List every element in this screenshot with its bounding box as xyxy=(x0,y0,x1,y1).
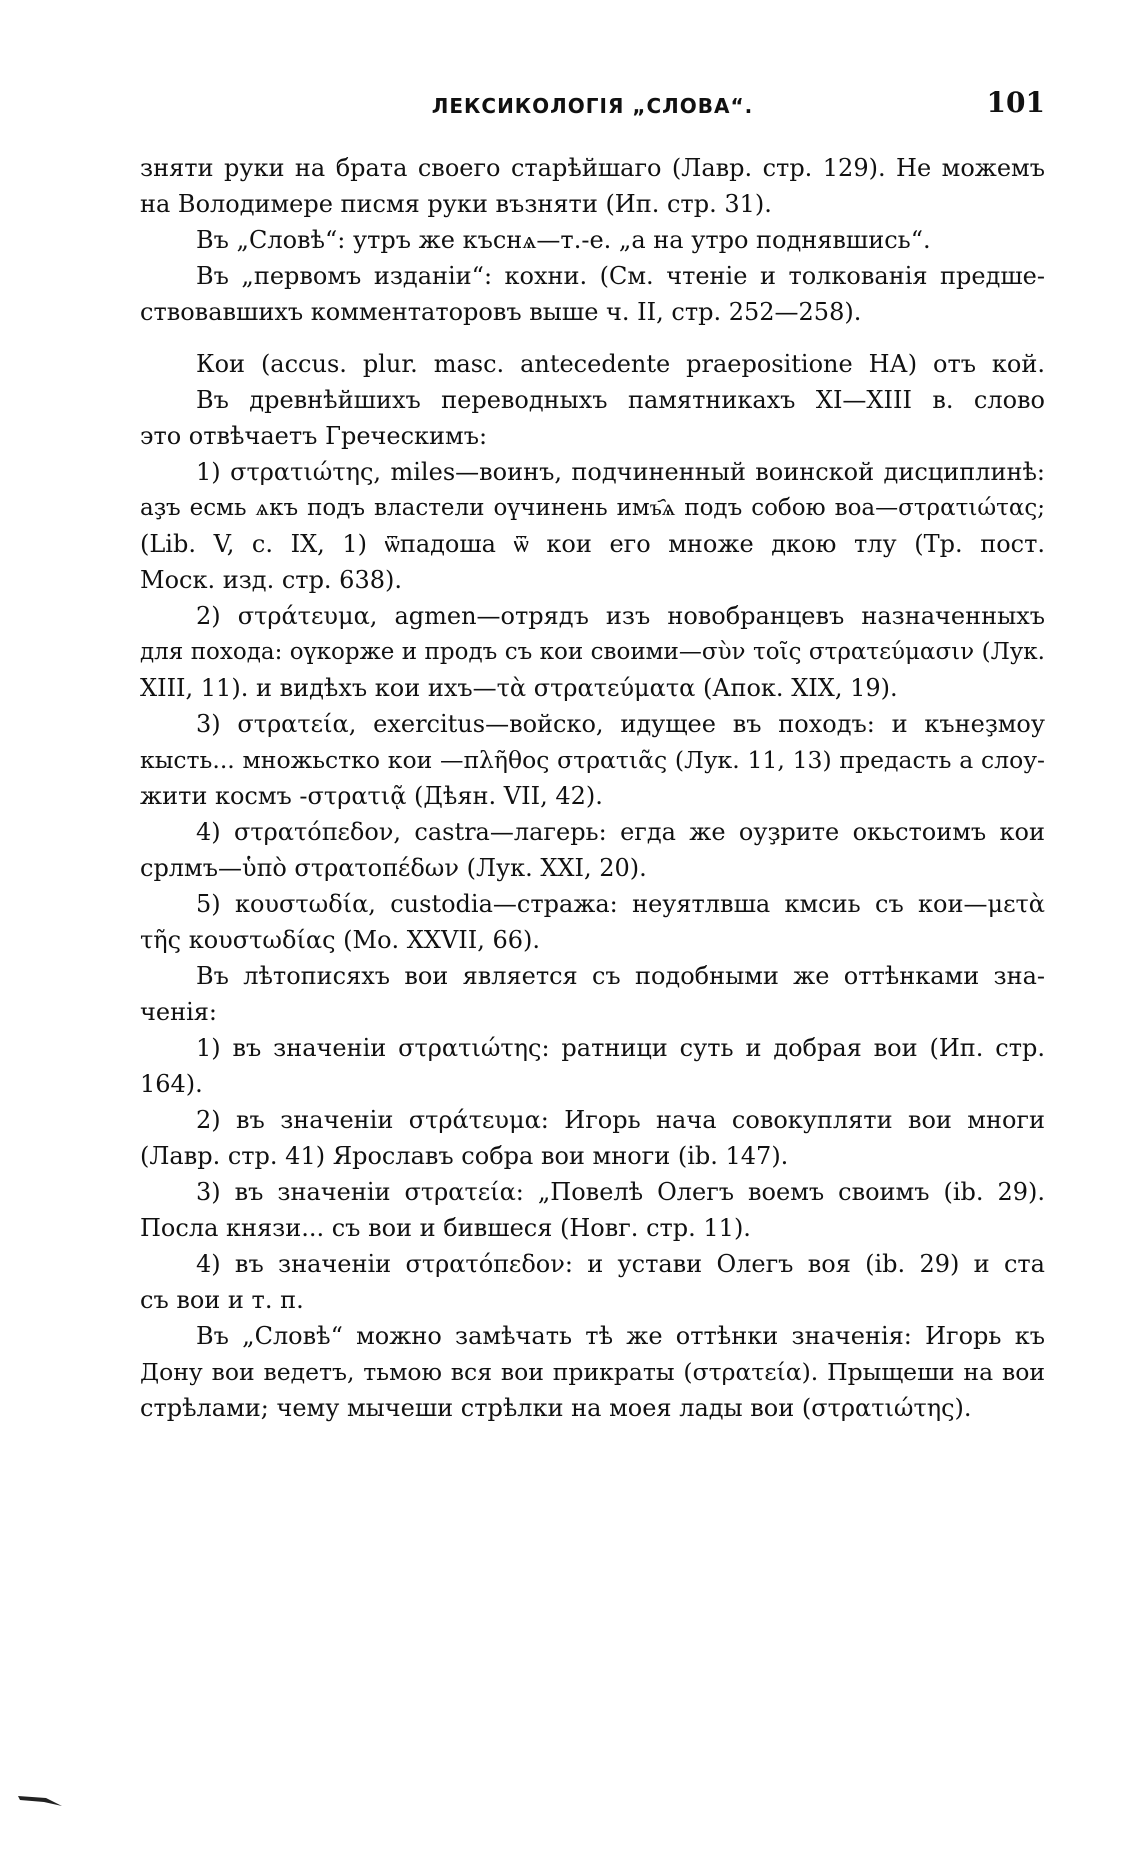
text-line: ченія: xyxy=(140,998,217,1026)
text-line: 2) στράτευμα, agmen—отрядъ изъ новобранцевъ назначенныхъ xyxy=(196,602,1045,630)
text-line: 1) στρατιώτης, miles—воинъ, подчиненный воинской дисциплинѣ: xyxy=(196,458,1045,486)
text-line: для похода: оүкорже и продъ съ кои своими—σὺν τοῖς στρατεύμασιν (Лук. xyxy=(140,639,1045,665)
text-line: съ вои и т. п. xyxy=(140,1286,304,1314)
text-line: Въ лѣтописяхъ вои является съ подобными же оттѣнками зна- xyxy=(196,962,1045,990)
text-line: 4) στρατόπεδον, castra—лагерь: егда же оуҙрите окьстоимъ кои xyxy=(196,818,1045,846)
text-line: Въ „Словѣ“: утръ же къснѧ—т.-е. „а на утро поднявшись“. xyxy=(196,226,931,254)
text-line: это отвѣчаетъ Греческимъ: xyxy=(140,422,488,450)
text-line: 164). xyxy=(140,1070,203,1098)
text-line: 3) въ значеніи στρατεία: „Повелѣ Олегъ воемъ своимъ (ib. 29). xyxy=(196,1178,1045,1206)
text-line: на Володимере писмя руки възняти (Ип. стр. 31). xyxy=(140,190,772,218)
text-line: (Лавр. стр. 41) Ярославъ собра вои многи (ib. 147). xyxy=(140,1142,789,1170)
page-number: 101 xyxy=(986,86,1045,119)
text-line: стрѣлами; чему мычеши стрѣлки на моея лады вои (στρατιώτης). xyxy=(140,1394,972,1422)
text-line: τῆς κουστωδίας (Мо. XXVII, 66). xyxy=(140,926,541,954)
text-line: Въ „первомъ изданіи“: кохни. (См. чтеніе и толкованія предше- xyxy=(196,262,1045,290)
body-text xyxy=(140,150,1045,1426)
text-line: 3) στρατεία, exercitus—войско, идущее въ походъ: и кънеҙмоу xyxy=(196,710,1045,738)
text-line: XIII, 11). и видѣхъ кои ихъ—τὰ στρατεύματα (Апок. XIX, 19). xyxy=(140,674,898,702)
corner-smudge-mark xyxy=(16,1782,64,1810)
text-line: 5) κουστωδία, custodia—стража: неуятлвша кмсиь съ кои—μετὰ xyxy=(196,890,1045,918)
text-line: 1) въ значеніи στρατιώτης: ратници суть и добрая вои (Ип. стр. xyxy=(196,1034,1045,1062)
text-line: ствовавшихъ комментаторовъ выше ч. II, стр. 252—258). xyxy=(140,298,862,326)
text-line: Посла князи... съ вои и бившеся (Новг. стр. 11). xyxy=(140,1214,751,1242)
running-header xyxy=(140,86,1045,126)
text-line: Въ древнѣйшихъ переводныхъ памятникахъ XI—XIII в. слово xyxy=(196,386,1045,414)
text-line: аҙъ есмь ѧкъ подъ властели оүчинень имъ҄ѧ подъ собою воа—στρατιώτας; xyxy=(140,495,1045,521)
text-line: Моск. изд. стр. 638). xyxy=(140,566,402,594)
text-line: Кои (accus. plur. masc. antecedente praepositione НА) отъ кой. xyxy=(196,350,1045,378)
text-line: кысть... множьстко кои —πλῆθος στρατιᾶς (Лук. 11, 13) предасть а слоу- xyxy=(140,746,1045,774)
running-title: ЛЕКСИКОЛОГІЯ „СЛОВА“. xyxy=(431,94,754,118)
text-line: срлмъ—ὑπὸ στρατοπέδων (Лук. XXI, 20). xyxy=(140,854,647,882)
text-line: Въ „Словѣ“ можно замѣчать тѣ же оттѣнки значенія: Игорь къ xyxy=(196,1322,1045,1350)
text-line: (Lib. V, с. IX, 1) ѿпадоша ѿ кои его множе дкою тлу (Тр. пост. xyxy=(140,530,1045,558)
text-line: зняти руки на брата своего старѣйшаго (Лавр. стр. 129). Не можемъ xyxy=(140,154,1045,182)
text-line: 4) въ значеніи στρατόπεδον: и устави Олегъ воя (ib. 29) и ста xyxy=(196,1250,1045,1278)
text-line: 2) въ значеніи στράτευμα: Игорь нача совокупляти вои многи xyxy=(196,1106,1045,1134)
text-line: Дону вои ведетъ, тьмою вся вои прикраты (στρατεία). Прыщеши на вои xyxy=(140,1358,1045,1386)
paragraph-gap xyxy=(140,330,1045,346)
text-line: жити космъ -στρατιᾷ (Дѣян. VII, 42). xyxy=(140,782,603,810)
